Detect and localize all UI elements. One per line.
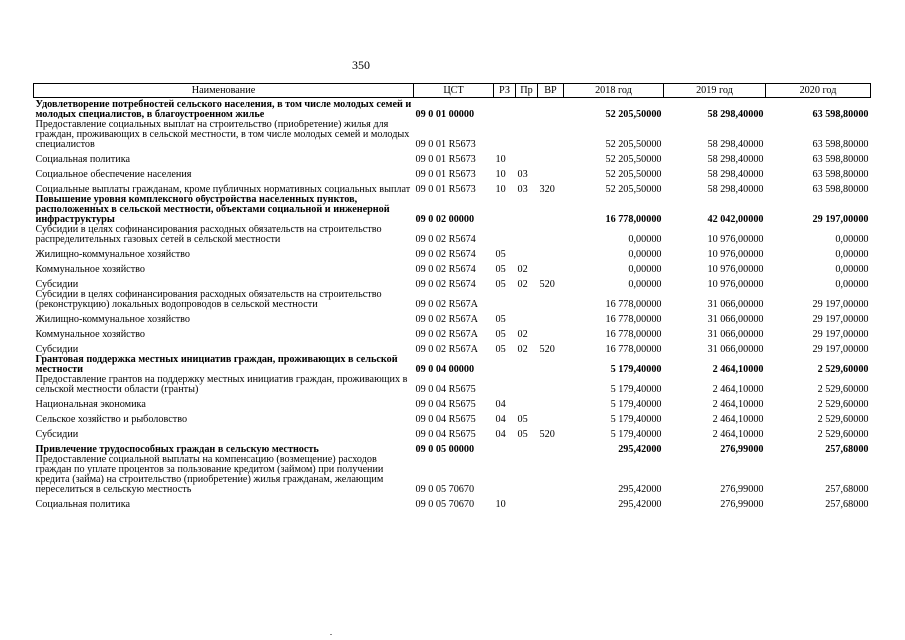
cell-pr: 02 bbox=[517, 344, 528, 355]
budget-table bbox=[33, 83, 871, 510]
cell-2020: 2 529,60000 bbox=[817, 384, 869, 395]
header-rz: РЗ bbox=[494, 84, 516, 98]
table-row-section bbox=[34, 98, 871, 121]
cell-2020: 29 197,00000 bbox=[812, 344, 869, 355]
cell-2018: 52 205,50000 bbox=[605, 154, 662, 165]
cell-rz: 10 bbox=[495, 499, 506, 510]
cell-2020: 257,68000 bbox=[825, 484, 869, 495]
cell-rz: 04 bbox=[495, 399, 506, 410]
cell-vr bbox=[538, 260, 564, 275]
cell-vr bbox=[538, 455, 564, 495]
cell-name: Предоставление социальных выплат на строительство (приобретение) жилья для граждан, проживающих в сельской местности, в том числе молодых семей и молодых специалистов bbox=[35, 120, 410, 150]
cell-2019: 58 298,40000 bbox=[707, 184, 764, 195]
table-row bbox=[34, 310, 871, 325]
table-row bbox=[34, 375, 871, 395]
cell-2018: 16 778,00000 bbox=[605, 299, 662, 310]
table-row bbox=[34, 410, 871, 425]
cell-cst: 09 0 02 R567A bbox=[415, 314, 479, 325]
table-row bbox=[34, 395, 871, 410]
cell-2019: 31 066,00000 bbox=[707, 344, 764, 355]
cell-pr: 02 bbox=[517, 264, 528, 275]
cell-rz bbox=[494, 225, 516, 245]
cell-name: Удовлетворение потребностей сельского населения, в том числе молодых семей и молодых специалистов, в благоустроенном жилье bbox=[35, 99, 412, 120]
cell-2019: 10 976,00000 bbox=[707, 264, 764, 275]
cell-2019: 58 298,40000 bbox=[707, 139, 764, 150]
cell-cst: 09 0 02 R567A bbox=[415, 329, 479, 340]
cell-rz: 05 bbox=[495, 264, 506, 275]
cell-2019: 2 464,10000 bbox=[712, 429, 764, 440]
cell-cst: 09 0 05 70670 bbox=[415, 499, 475, 510]
cell-name: Привлечение трудоспособных граждан в сельскую местность bbox=[35, 444, 319, 455]
cell-vr bbox=[538, 495, 564, 510]
cell-vr bbox=[538, 290, 564, 310]
cell-name: Сельское хозяйство и рыболовство bbox=[35, 414, 188, 425]
cell-cst: 09 0 05 70670 bbox=[415, 484, 475, 495]
cell-pr bbox=[516, 150, 538, 165]
cell-vr: 320 bbox=[539, 184, 555, 195]
table-row bbox=[34, 180, 871, 195]
cell-2019: 10 976,00000 bbox=[707, 249, 764, 260]
cell-rz bbox=[494, 195, 516, 225]
cell-rz: 05 bbox=[495, 344, 506, 355]
table-row-section bbox=[34, 195, 871, 225]
cell-2020: 63 598,80000 bbox=[812, 154, 869, 165]
cell-cst: 09 0 05 00000 bbox=[415, 444, 475, 455]
cell-2020: 257,68000 bbox=[825, 499, 869, 510]
cell-2018: 52 205,50000 bbox=[605, 139, 662, 150]
cell-2018: 0,00000 bbox=[628, 264, 662, 275]
header-2020: 2020 год bbox=[766, 84, 871, 98]
cell-cst: 09 0 02 R5674 bbox=[415, 234, 476, 245]
cell-2020: 0,00000 bbox=[835, 249, 869, 260]
cell-2018: 5 179,40000 bbox=[610, 399, 662, 410]
cell-2019: 58 298,40000 bbox=[707, 154, 764, 165]
cell-2018: 0,00000 bbox=[628, 234, 662, 245]
cell-2018: 295,42000 bbox=[618, 444, 662, 455]
cell-vr bbox=[538, 165, 564, 180]
cell-cst: 09 0 04 R5675 bbox=[415, 399, 476, 410]
table-row bbox=[34, 150, 871, 165]
cell-cst: 09 0 01 R5673 bbox=[415, 154, 476, 165]
cell-2019: 42 042,00000 bbox=[707, 214, 764, 225]
cell-cst: 09 0 04 R5675 bbox=[415, 414, 476, 425]
cell-rz: 10 bbox=[495, 184, 506, 195]
cell-2020: 257,68000 bbox=[825, 444, 869, 455]
cell-name: Социальная политика bbox=[35, 154, 131, 165]
cell-name: Предоставление социальной выплаты на компенсацию (возмещение) расходов граждан по уплате процентов за пользование кредитом (займом) при получении кредита (займа) на строительство (приобретение) жилья гражданам, желающим переселиться в сельскую местность bbox=[35, 455, 384, 495]
cell-2020: 29 197,00000 bbox=[812, 314, 869, 325]
header-cst: ЦСТ bbox=[414, 84, 494, 98]
cell-name: Жилищно-коммунальное хозяйство bbox=[35, 314, 191, 325]
cell-2018: 5 179,40000 bbox=[610, 384, 662, 395]
cell-2020: 29 197,00000 bbox=[812, 329, 869, 340]
cell-pr bbox=[516, 98, 538, 121]
cell-2018: 5 179,40000 bbox=[610, 364, 662, 375]
cell-vr: 520 bbox=[539, 429, 555, 440]
cell-pr bbox=[516, 395, 538, 410]
cell-vr: 520 bbox=[539, 279, 555, 290]
cell-pr: 02 bbox=[517, 329, 528, 340]
cell-rz: 05 bbox=[495, 314, 506, 325]
table-row-section bbox=[34, 440, 871, 455]
table-row bbox=[34, 225, 871, 245]
cell-cst: 09 0 01 R5673 bbox=[415, 169, 476, 180]
table-row bbox=[34, 455, 871, 495]
cell-pr: 02 bbox=[517, 279, 528, 290]
cell-vr: 520 bbox=[539, 344, 555, 355]
cell-2020: 29 197,00000 bbox=[812, 299, 869, 310]
cell-2019: 31 066,00000 bbox=[707, 299, 764, 310]
cell-vr bbox=[538, 395, 564, 410]
header-pr: Пр bbox=[516, 84, 538, 98]
cell-2018: 16 778,00000 bbox=[605, 214, 662, 225]
cell-2019: 276,99000 bbox=[720, 484, 764, 495]
cell-2020: 63 598,80000 bbox=[812, 139, 869, 150]
cell-cst: 09 0 04 R5675 bbox=[415, 429, 476, 440]
cell-rz bbox=[494, 440, 516, 455]
cell-vr bbox=[538, 225, 564, 245]
cell-2020: 63 598,80000 bbox=[812, 109, 869, 120]
header-row bbox=[34, 84, 871, 98]
cell-cst: 09 0 04 R5675 bbox=[415, 384, 476, 395]
cell-cst: 09 0 02 R567A bbox=[415, 344, 479, 355]
cell-name: Коммунальное хозяйство bbox=[35, 264, 145, 275]
cell-2018: 295,42000 bbox=[618, 499, 662, 510]
cell-name: Предоставление грантов на поддержку местных инициатив граждан, проживающих в сельской местности области (гранты) bbox=[35, 375, 408, 395]
cell-2019: 31 066,00000 bbox=[707, 329, 764, 340]
cell-cst: 09 0 01 R5673 bbox=[415, 139, 476, 150]
cell-pr bbox=[516, 310, 538, 325]
cell-rz bbox=[494, 375, 516, 395]
table-row bbox=[34, 245, 871, 260]
cell-2018: 16 778,00000 bbox=[605, 314, 662, 325]
cell-name: Социальная политика bbox=[35, 499, 131, 510]
cell-vr bbox=[538, 310, 564, 325]
cell-cst: 09 0 02 R5674 bbox=[415, 249, 476, 260]
cell-rz: 04 bbox=[495, 429, 506, 440]
cell-2020: 29 197,00000 bbox=[812, 214, 869, 225]
cell-pr bbox=[516, 120, 538, 150]
cell-vr bbox=[538, 150, 564, 165]
cell-name: Субсидии в целях софинансирования расходных обязательств на строительство распределительных газовых сетей в сельской местности bbox=[35, 225, 382, 245]
cell-vr bbox=[538, 98, 564, 121]
cell-2019: 10 976,00000 bbox=[707, 234, 764, 245]
cell-pr bbox=[516, 195, 538, 225]
header-vr: ВР bbox=[538, 84, 564, 98]
cell-2020: 63 598,80000 bbox=[812, 184, 869, 195]
table-row bbox=[34, 325, 871, 340]
table-row bbox=[34, 340, 871, 355]
cell-2019: 2 464,10000 bbox=[712, 384, 764, 395]
cell-2018: 16 778,00000 bbox=[605, 329, 662, 340]
cell-rz bbox=[494, 98, 516, 121]
cell-pr bbox=[516, 375, 538, 395]
header-2019: 2019 год bbox=[664, 84, 766, 98]
table-row bbox=[34, 290, 871, 310]
cell-cst: 09 0 01 R5673 bbox=[415, 184, 476, 195]
cell-2018: 295,42000 bbox=[618, 484, 662, 495]
cell-pr: 05 bbox=[517, 414, 528, 425]
cell-rz bbox=[494, 120, 516, 150]
table-row bbox=[34, 260, 871, 275]
cell-2018: 52 205,50000 bbox=[605, 169, 662, 180]
cell-2019: 276,99000 bbox=[720, 444, 764, 455]
table-row bbox=[34, 275, 871, 290]
cell-2020: 2 529,60000 bbox=[817, 364, 869, 375]
cell-2020: 0,00000 bbox=[835, 234, 869, 245]
cell-vr bbox=[538, 120, 564, 150]
cell-2019: 2 464,10000 bbox=[712, 399, 764, 410]
cell-2018: 5 179,40000 bbox=[610, 414, 662, 425]
cell-2019: 276,99000 bbox=[720, 499, 764, 510]
cell-name: Коммунальное хозяйство bbox=[35, 329, 145, 340]
cell-2020: 63 598,80000 bbox=[812, 169, 869, 180]
cell-cst: 09 0 02 R5674 bbox=[415, 279, 476, 290]
cell-rz bbox=[494, 290, 516, 310]
cell-2019: 2 464,10000 bbox=[712, 364, 764, 375]
table-row bbox=[34, 495, 871, 510]
cell-vr bbox=[538, 375, 564, 395]
cell-name: Субсидии в целях софинансирования расходных обязательств на строительство (реконструкцию) локальных водопроводов в сельской местности bbox=[35, 290, 382, 310]
cell-rz: 04 bbox=[495, 414, 506, 425]
cell-2018: 52 205,50000 bbox=[605, 109, 662, 120]
cell-pr bbox=[516, 355, 538, 375]
cell-rz: 05 bbox=[495, 329, 506, 340]
cell-2018: 0,00000 bbox=[628, 279, 662, 290]
cell-pr bbox=[516, 245, 538, 260]
cell-name: Социальные выплаты гражданам, кроме публичных нормативных социальных выплат bbox=[35, 184, 411, 195]
cell-2020: 2 529,60000 bbox=[817, 429, 869, 440]
cell-pr: 05 bbox=[517, 429, 528, 440]
cell-name: Субсидии bbox=[35, 429, 79, 440]
cell-cst: 09 0 02 00000 bbox=[415, 214, 475, 225]
cell-pr: 03 bbox=[517, 184, 528, 195]
cell-rz bbox=[494, 455, 516, 495]
cell-rz: 05 bbox=[495, 279, 506, 290]
cell-2018: 16 778,00000 bbox=[605, 344, 662, 355]
page-number: 350 bbox=[352, 58, 370, 72]
scan-dot bbox=[330, 634, 332, 635]
cell-cst: 09 0 02 R567A bbox=[415, 299, 479, 310]
cell-vr bbox=[538, 355, 564, 375]
cell-2019: 31 066,00000 bbox=[707, 314, 764, 325]
cell-name: Национальная экономика bbox=[35, 399, 146, 410]
cell-2020: 0,00000 bbox=[835, 279, 869, 290]
cell-2019: 58 298,40000 bbox=[707, 169, 764, 180]
cell-pr bbox=[516, 290, 538, 310]
cell-vr bbox=[538, 195, 564, 225]
header-2018: 2018 год bbox=[564, 84, 664, 98]
cell-rz bbox=[494, 355, 516, 375]
cell-pr: 03 bbox=[517, 169, 528, 180]
table-row bbox=[34, 120, 871, 150]
cell-vr bbox=[538, 440, 564, 455]
cell-name: Субсидии bbox=[35, 344, 79, 355]
cell-name: Повышение уровня комплексного обустройства населенных пунктов, расположенных в сельской местности, объектами социальной и инженерной инфраструктуры bbox=[35, 195, 390, 225]
cell-cst: 09 0 01 00000 bbox=[415, 109, 475, 120]
cell-name: Социальное обеспечение населения bbox=[35, 169, 192, 180]
cell-vr bbox=[538, 410, 564, 425]
cell-name: Жилищно-коммунальное хозяйство bbox=[35, 249, 191, 260]
cell-rz: 10 bbox=[495, 169, 506, 180]
cell-2019: 2 464,10000 bbox=[712, 414, 764, 425]
header-name: Наименование bbox=[34, 84, 414, 98]
table-row bbox=[34, 425, 871, 440]
table-row bbox=[34, 165, 871, 180]
cell-2019: 10 976,00000 bbox=[707, 279, 764, 290]
cell-2018: 52 205,50000 bbox=[605, 184, 662, 195]
cell-cst: 09 0 02 R5674 bbox=[415, 264, 476, 275]
cell-pr bbox=[516, 225, 538, 245]
cell-pr bbox=[516, 440, 538, 455]
table-body bbox=[34, 98, 871, 511]
cell-2018: 0,00000 bbox=[628, 249, 662, 260]
cell-2020: 0,00000 bbox=[835, 264, 869, 275]
table-row-section bbox=[34, 355, 871, 375]
cell-cst: 09 0 04 00000 bbox=[415, 364, 475, 375]
cell-vr bbox=[538, 325, 564, 340]
cell-2020: 2 529,60000 bbox=[817, 414, 869, 425]
cell-vr bbox=[538, 245, 564, 260]
cell-2019: 58 298,40000 bbox=[707, 109, 764, 120]
cell-2020: 2 529,60000 bbox=[817, 399, 869, 410]
cell-2018: 5 179,40000 bbox=[610, 429, 662, 440]
cell-pr bbox=[516, 495, 538, 510]
cell-pr bbox=[516, 455, 538, 495]
cell-rz: 05 bbox=[495, 249, 506, 260]
cell-rz: 10 bbox=[495, 154, 506, 165]
cell-name: Субсидии bbox=[35, 279, 79, 290]
cell-name: Грантовая поддержка местных инициатив граждан, проживающих в сельской местности bbox=[35, 355, 398, 375]
